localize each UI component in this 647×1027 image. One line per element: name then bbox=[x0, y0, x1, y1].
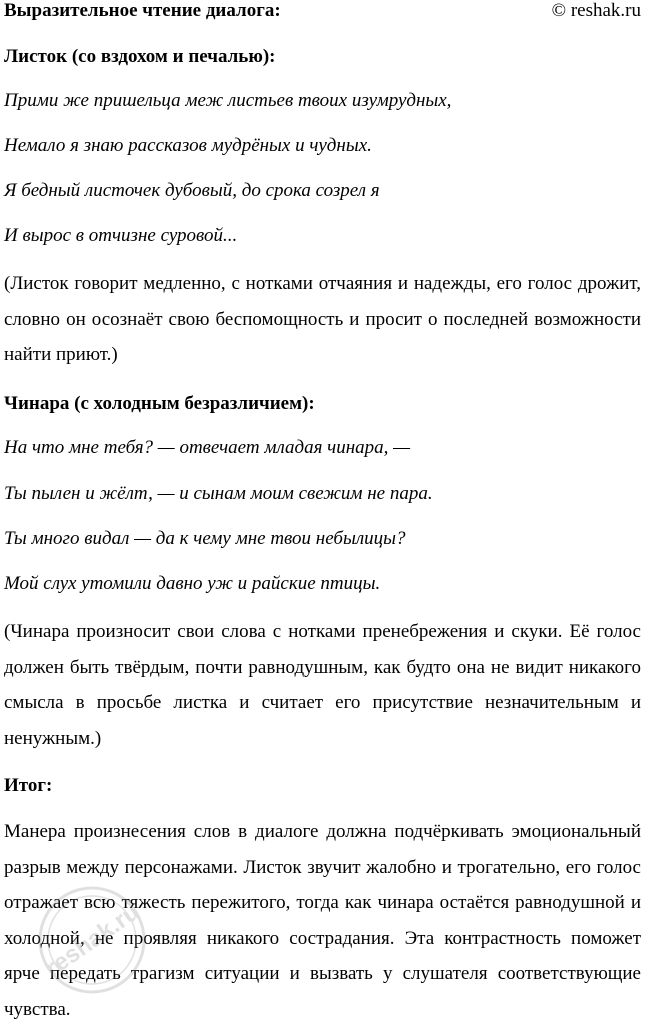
leaf-verse-line: И вырос в отчизне суровой... bbox=[4, 225, 238, 246]
page-title: Выразительное чтение диалога: bbox=[4, 0, 281, 21]
copyright-label: © reshak.ru bbox=[551, 0, 641, 21]
plane-verse-line: Ты пылен и жёлт, — и сынам моим свежим не пара. bbox=[4, 483, 433, 504]
plane-verse-line: Мой слух утомили давно уж и райские птицы. bbox=[4, 573, 381, 594]
plane-stage-note: (Чинара произносит свои слова с нотками пренебрежения и скуки. Её голос должен быть твёрдым, почти равнодушным, как будто она не видит никакого смысла в просьбе листка и считает его присутствие незначительным и ненужным.) bbox=[4, 621, 641, 749]
plane-verse-line: Ты много видал — да к чему мне твои небылицы? bbox=[4, 528, 406, 549]
leaf-verse-line: Немало я знаю рассказов мудрёных и чудных. bbox=[4, 135, 372, 156]
svg-text:reshak.ru: reshak.ru bbox=[40, 898, 145, 983]
summary-text: Манера произнесения слов в диалоге должна подчёркивать эмоциональный разрыв между персонажами. Листок звучит жалобно и трогательно, его голос отражает всю тяжесть пережитого, тогда как чинара остаётся равнодушной и холодной, не проявляя никакого сострадания. Эта контрастность поможет ярче передать трагизм ситуации и вызвать у слушателя соответствующие чувства. bbox=[4, 821, 641, 1020]
plane-verse-line: На что мне тебя? — отвечает младая чинара, — bbox=[4, 437, 411, 458]
leaf-stage-note: (Листок говорит медленно, с нотками отчаяния и надежды, его голос дрожит, словно он осознаёт свою беспомощность и просит о последней возможности найти приют.) bbox=[4, 273, 641, 365]
leaf-verse-line: Я бедный листочек дубовый, до срока созрел я bbox=[4, 180, 380, 201]
plane-heading: Чинара (с холодным безразличием): bbox=[4, 393, 315, 414]
summary-heading: Итог: bbox=[4, 775, 53, 796]
leaf-verse-line: Прими же пришельца меж листьев твоих изумрудных, bbox=[4, 90, 452, 111]
page-header bbox=[4, 0, 641, 22]
leaf-heading: Листок (со вздохом и печалью): bbox=[4, 46, 276, 67]
